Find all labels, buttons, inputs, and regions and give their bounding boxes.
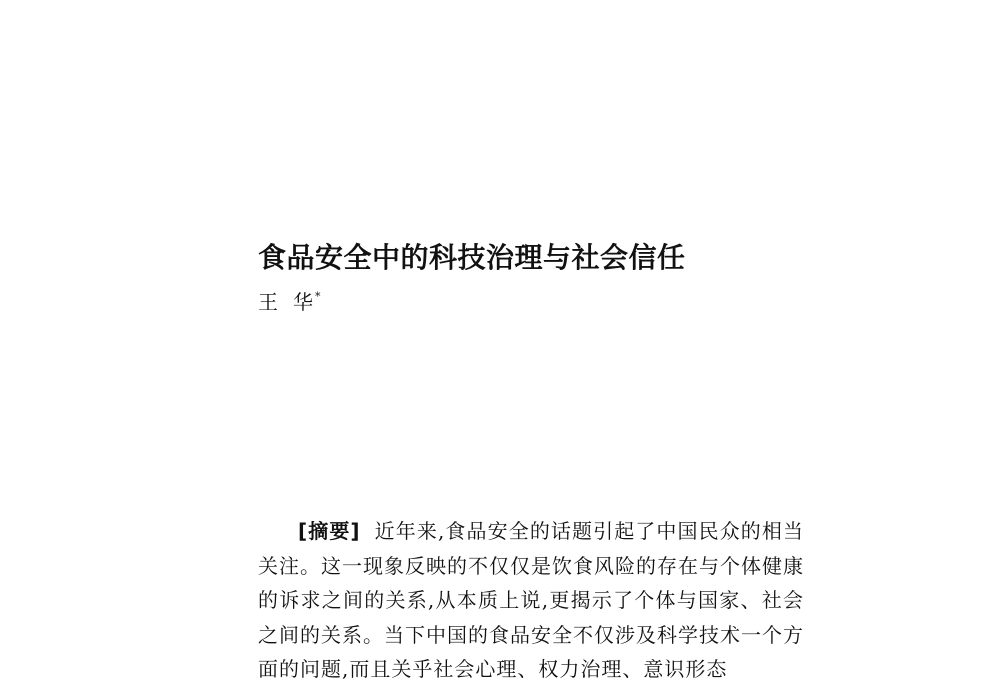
author-given-name: 华: [293, 290, 314, 314]
author-family-name: 王: [258, 290, 279, 314]
abstract-paragraph: [258, 514, 804, 687]
abstract-label: [摘要]: [298, 519, 361, 543]
author-line: [258, 283, 322, 316]
abstract-text: 近年来,食品安全的话题引起了中国民众的相当关注。这一现象反映的不仅仅是饮食风险的存在与个体健康的诉求之间的关系,从本质上说,更揭示了个体与国家、社会之间的关系。当下中国的食品安全不仅涉及科学技术一个方面的问题,而且关乎社会心理、权力治理、意识形态: [258, 519, 804, 681]
author-footnote-marker: *: [315, 290, 322, 303]
article-title: 食品安全中的科技治理与社会信任: [258, 241, 686, 274]
